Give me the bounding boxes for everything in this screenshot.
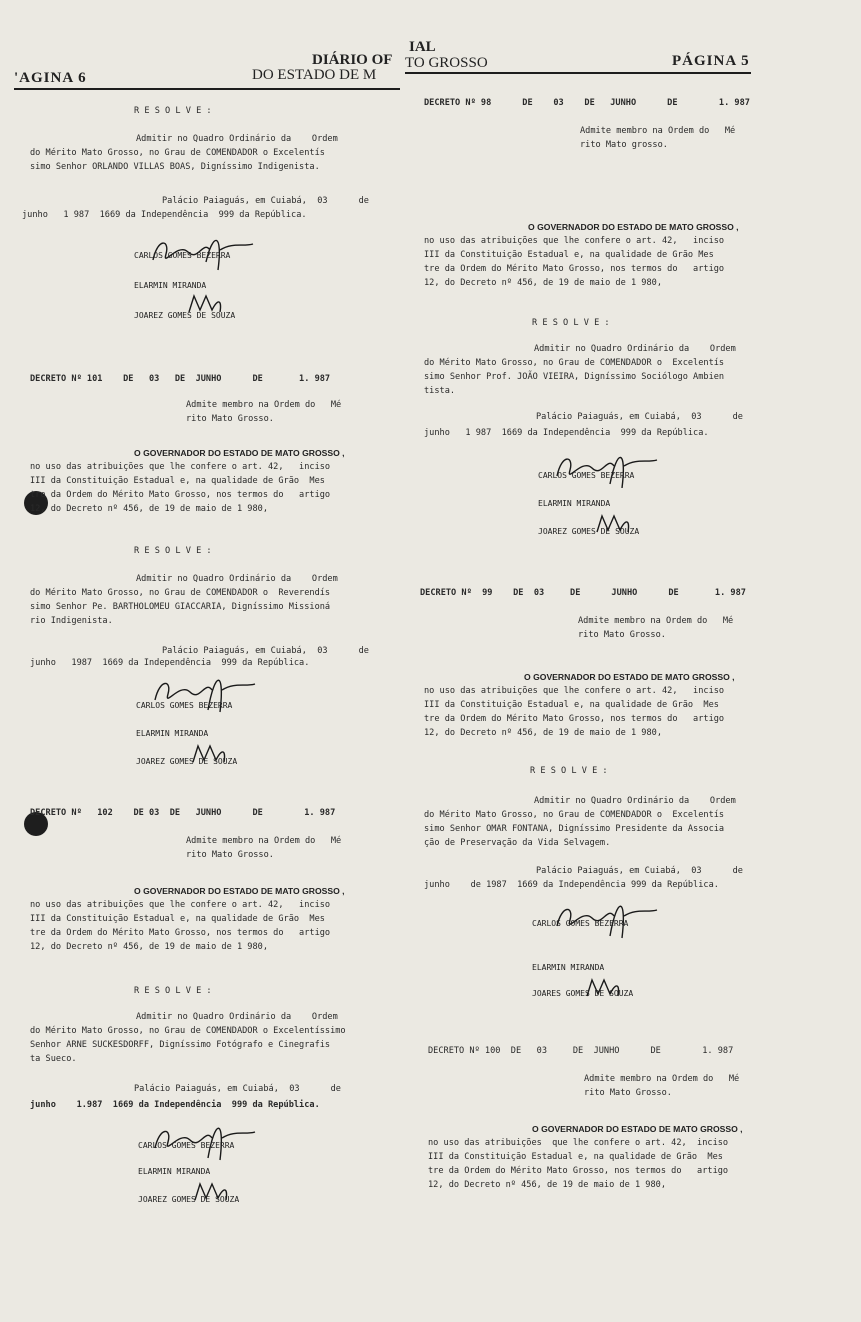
decree-preamble: no uso das atribuições que lhe confere o art. 42, inciso III da Constituição Estadual e, na qualidade de Grão Mes tre da Ordem do Mérito Mato Grosso, nos termos do artigo 12, do Decreto nº 456, de 19 de maio de 1 980, — [30, 900, 331, 952]
header-rule-right — [405, 72, 751, 74]
decree-summary: Admite membro na Ordem do Mé rito Mato grosso. — [580, 126, 736, 150]
decree-heading: DECRETO Nº 102 DE 03 DE JUNHO DE 1. 987 — [30, 808, 336, 818]
decree-summary: Admite membro na Ordem do Mé rito Mato Grosso. — [186, 836, 342, 860]
signatory-name: CARLOS GOMES BEZERRA — [532, 919, 629, 928]
signatory-name: ELARMIN MIRANDA — [538, 499, 611, 508]
date-line: junho 1.987 1669 da Independência 999 da República. — [30, 1100, 320, 1110]
decree-body: Admitir no Quadro Ordinário da Ordem do Mérito Mato Grosso, no Grau de COMENDADOR o Excelentís simo Senhor ORLANDO VILLAS BOAS, Digníssimo Indigenista. — [30, 134, 338, 172]
date-line: junho 1 987 1669 da Independência 999 da República. — [22, 210, 307, 220]
signatory-name: JOAREZ GOMES DE SOUZA — [136, 757, 238, 766]
masthead-title-left-line2: DO ESTADO DE M — [252, 67, 377, 83]
signatory-name: CARLOS GOMES BEZERRA — [134, 251, 231, 260]
page-number-right: PÁGINA 5 — [672, 53, 750, 69]
resolve-heading: R E S O L V E : — [134, 106, 212, 116]
signatory-name: CARLOS GOMES BEZERRA — [138, 1141, 235, 1150]
signatory-name: JOAREZ GOMES DE SOUZA — [538, 527, 640, 536]
signatory-name: ELARMIN MIRANDA — [134, 281, 207, 290]
signature-scribble — [552, 448, 662, 488]
palace-line: Palácio Paiaguás, em Cuiabá, 03 de — [536, 412, 743, 422]
date-line: junho 1987 1669 da Independência 999 da República. — [30, 658, 310, 668]
decree-body: Admitir no Quadro Ordinário da Ordem do Mérito Mato Grosso, no Grau de COMENDADOR o Excelentíssimo Senhor ARNE SUCKESDORFF, Digníssimo Fotógrafo e Cinegrafis ta Sueco. — [30, 1012, 346, 1064]
decree-body: Admitir no Quadro Ordinário da Ordem do Mérito Mato Grosso, no Grau de COMENDADOR o Excelentís simo Senhor Prof. JOÃO VIEIRA, Digníssimo Sociólogo Ambien tista. — [424, 344, 736, 396]
decree-heading: DECRETO Nº 99 DE 03 DE JUNHO DE 1. 987 — [420, 588, 746, 598]
governor-heading: O GOVERNADOR DO ESTADO DE MATO GROSSO , — [532, 1124, 743, 1134]
signatory-name: JOAREZ GOMES DE SOUZA — [138, 1195, 240, 1204]
resolve-heading: R E S O L V E : — [134, 546, 212, 556]
palace-line: Palácio Paiaguás, em Cuiabá, 03 de — [162, 646, 369, 656]
palace-line: Palácio Paiaguás, em Cuiabá, 03 de — [536, 866, 743, 876]
resolve-heading: R E S O L V E : — [530, 766, 608, 776]
masthead-title-right-line1: IAL — [409, 39, 436, 55]
decree-heading: DECRETO Nº 100 DE 03 DE JUNHO DE 1. 987 — [428, 1046, 734, 1056]
resolve-heading: R E S O L V E : — [532, 318, 610, 328]
signatory-name: CARLOS GOMES BEZERRA — [136, 701, 233, 710]
decree-body: Admitir no Quadro Ordinário da Ordem do Mérito Mato Grosso, no Grau de COMENDADOR o Reverendís simo Senhor Pe. BARTHOLOMEU GIACCARIA, Digníssimo Missioná rio Indigenista. — [30, 574, 338, 626]
decree-heading: DECRETO Nº 98 DE 03 DE JUNHO DE 1. 987 — [424, 98, 750, 108]
signatory-name: JOAREZ GOMES DE SOUZA — [134, 311, 236, 320]
governor-heading: O GOVERNADOR DO ESTADO DE MATO GROSSO , — [524, 672, 735, 682]
governor-heading: O GOVERNADOR DO ESTADO DE MATO GROSSO , — [134, 886, 345, 896]
palace-line: Palácio Paiaguás, em Cuiabá, 03 de — [162, 196, 369, 206]
decree-heading: DECRETO Nº 101 DE 03 DE JUNHO DE 1. 987 — [30, 374, 331, 384]
page-number-left: 'AGINA 6 — [14, 70, 87, 86]
header-rule-left — [14, 88, 400, 90]
decree-summary: Admite membro na Ordem do Mé rito Mato Grosso. — [578, 616, 734, 640]
palace-line: Palácio Paiaguás, em Cuiabá, 03 de — [134, 1084, 341, 1094]
decree-preamble: no uso das atribuições que lhe confere o art. 42, inciso III da Constituição Estadual e, na qualidade de Grão Mes tre da Ordem do Mérito Mato Grosso, nos termos do artigo 12, do Decreto nº 456, de 19 de maio de 1 980, — [424, 236, 725, 288]
signatory-name: CARLOS GOMES BEZERRA — [538, 471, 635, 480]
decree-preamble: no uso das atribuições que lhe confere o art. 42, inciso III da Constituição Estadual e, na qualidade de Grão Mes tre da Ordem do Mérito Mato Grosso, nos termos do artigo 12, do Decreto nº 456, de 19 de maio de 1 980, — [30, 462, 331, 514]
signatory-name: JOARES GOMES DE SOUZA — [532, 989, 634, 998]
date-line: junho de 1987 1669 da Independência 999 da República. — [424, 880, 719, 890]
signatory-name: ELARMIN MIRANDA — [532, 963, 605, 972]
signatory-name: ELARMIN MIRANDA — [138, 1167, 211, 1176]
masthead-title-left-line1: DIÁRIO OF — [312, 52, 393, 68]
decree-summary: Admite membro na Ordem do Mé rito Mato Grosso. — [186, 400, 342, 424]
decree-summary: Admite membro na Ordem do Mé rito Mato Grosso. — [584, 1074, 740, 1098]
masthead-title-right-line2: TO GROSSO — [405, 55, 488, 71]
decree-preamble: no uso das atribuições que lhe confere o art. 42, inciso III da Constituição Estadual e, na qualidade de Grão Mes tre da Ordem do Mérito Mato Grosso, nos termos do artigo 12, do Decreto nº 456, de 19 de maio de 1 980, — [428, 1138, 729, 1190]
governor-heading: O GOVERNADOR DO ESTADO DE MATO GROSSO , — [134, 448, 345, 458]
signatory-name: ELARMIN MIRANDA — [136, 729, 209, 738]
resolve-heading: R E S O L V E : — [134, 986, 212, 996]
governor-heading: O GOVERNADOR DO ESTADO DE MATO GROSSO , — [528, 222, 739, 232]
date-line: junho 1 987 1669 da Independência 999 da República. — [424, 428, 709, 438]
decree-body: Admitir no Quadro Ordinário da Ordem do Mérito Mato Grosso, no Grau de COMENDADOR o Excelentís simo Senhor OMAR FONTANA, Digníssimo Presidente da Associa ção de Preservação da Vida Selvagem. — [424, 796, 736, 848]
decree-preamble: no uso das atribuições que lhe confere o art. 42, inciso III da Constituição Estadual e, na qualidade de Grão Mes tre da Ordem do Mérito Mato Grosso, nos termos do artigo 12, do Decreto nº 456, de 19 de maio de 1 980, — [424, 686, 725, 738]
